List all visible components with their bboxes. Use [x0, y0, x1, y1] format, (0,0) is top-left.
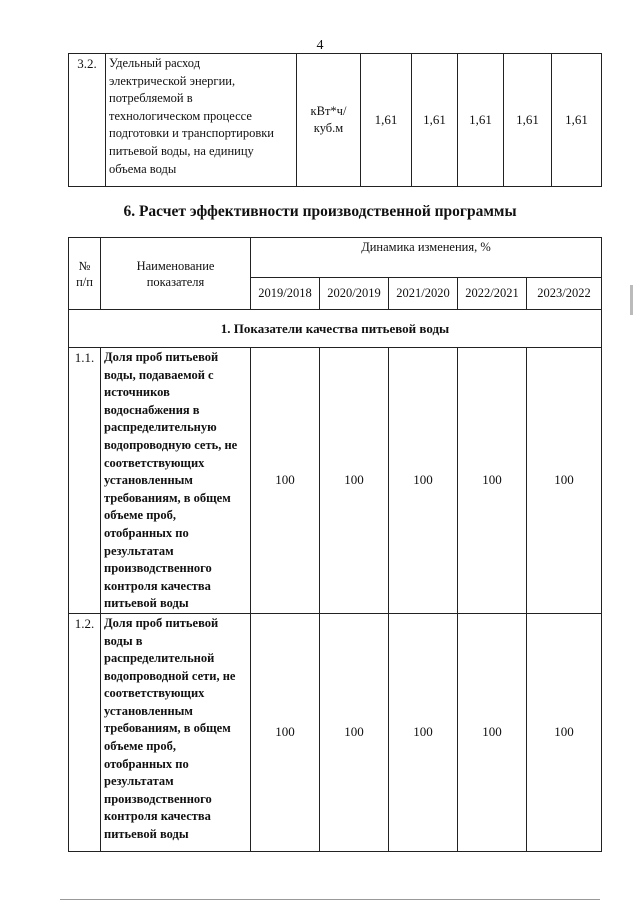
- indicator-name-line: воды в: [104, 633, 143, 648]
- year-header: 2022/2021: [458, 278, 527, 310]
- unit-line: кВт*ч/: [310, 104, 347, 118]
- indicator-name-line: требованиям, в общем: [104, 490, 231, 505]
- indicator-name-line: объеме проб,: [104, 739, 176, 754]
- row-number: 1.2.: [69, 613, 101, 851]
- header-name-line: показателя: [146, 274, 205, 289]
- indicator-name-line: требованиям, в общем: [104, 721, 231, 736]
- header-indicator-name: [101, 238, 251, 310]
- indicator-name-line: электрической энергии,: [109, 73, 236, 88]
- value-cell: 100: [527, 613, 602, 851]
- indicator-name-line: воды, подаваемой с: [104, 367, 214, 382]
- indicator-name-line: отобранных по: [104, 525, 189, 540]
- indicator-name-line: подготовки и транспортировки: [109, 126, 274, 141]
- indicator-name: [101, 613, 251, 851]
- indicator-name-line: объеме проб,: [104, 508, 176, 523]
- header-number-line: №: [78, 258, 91, 273]
- subsection-row: [69, 310, 602, 348]
- indicator-name-line: результатам: [104, 774, 174, 789]
- indicator-name-line: соответствующих: [104, 455, 205, 470]
- indicator-name-line: технологическом процессе: [109, 108, 252, 123]
- value-cell: 100: [389, 348, 458, 614]
- indicator-name-line: водопроводной сети, не: [104, 668, 236, 683]
- indicator-name-line: контроля качества: [104, 809, 211, 824]
- value-cell: 100: [251, 613, 320, 851]
- value-cell: 100: [458, 613, 527, 851]
- header-number: [69, 238, 101, 310]
- row-number: 1.1.: [69, 348, 101, 614]
- indicator-name-line: водопроводную сеть, не: [104, 437, 238, 452]
- indicator-name: [106, 54, 297, 187]
- header-name-line: Наименование: [136, 258, 215, 273]
- indicator-name-line: Удельный расход: [109, 56, 201, 70]
- year-header: 2019/2018: [251, 278, 320, 310]
- value-cell: 100: [389, 613, 458, 851]
- value-cell: 100: [320, 613, 389, 851]
- year-header: 2023/2022: [527, 278, 602, 310]
- efficiency-table: [68, 237, 602, 852]
- indicator-name-line: результатам: [104, 543, 174, 558]
- subsection-title: 1. Показатели качества питьевой воды: [69, 310, 602, 348]
- unit-line: куб.м: [313, 121, 344, 135]
- row-number: 3.2.: [69, 54, 106, 187]
- value-cell: 1,61: [361, 54, 412, 187]
- section-title: 6. Расчет эффективности производственной программы: [123, 203, 517, 220]
- page-number: 4: [316, 38, 324, 53]
- indicator-name-line: установленным: [104, 473, 193, 488]
- indicator-name-line: водоснабжения в: [104, 402, 200, 417]
- indicator-name-line: соответствующих: [104, 686, 205, 701]
- indicator-name: [101, 348, 251, 614]
- electricity-consumption-table: [68, 53, 602, 187]
- indicator-name-line: Доля проб питьевой: [104, 350, 219, 364]
- indicator-name-line: Доля проб питьевой: [104, 615, 219, 630]
- indicator-name-line: питьевой воды, на единицу: [109, 143, 254, 158]
- value-cell: 100: [251, 348, 320, 614]
- value-cell: 100: [458, 348, 527, 614]
- indicator-name-line: источников: [104, 385, 170, 400]
- year-header: 2020/2019: [320, 278, 389, 310]
- indicator-name-line: распределительной: [104, 651, 215, 666]
- indicator-name-line: объема воды: [109, 161, 177, 176]
- header-dynamics: Динамика изменения, %: [251, 238, 602, 278]
- value-cell: 100: [320, 348, 389, 614]
- indicator-name-line: питьевой воды: [104, 596, 189, 611]
- header-number-line: п/п: [76, 274, 93, 289]
- value-cell: 100: [527, 348, 602, 614]
- indicator-name-line: потребляемой в: [109, 91, 193, 106]
- value-cell: 1,61: [504, 54, 552, 187]
- value-cell: 1,61: [552, 54, 602, 187]
- table-row: [69, 348, 602, 614]
- indicator-name-line: производственного: [104, 791, 212, 806]
- indicator-name-line: производственного: [104, 561, 212, 576]
- year-header: 2021/2020: [389, 278, 458, 310]
- header-row: [69, 238, 602, 278]
- table-row: [69, 54, 602, 187]
- indicator-name-line: питьевой воды: [104, 827, 189, 842]
- page-bottom-edge: [60, 899, 600, 900]
- unit-cell: [297, 54, 361, 187]
- indicator-name-line: установленным: [104, 703, 193, 718]
- indicator-name-line: отобранных по: [104, 756, 189, 771]
- indicator-name-line: распределительную: [104, 420, 217, 435]
- indicator-name-line: контроля качества: [104, 578, 211, 593]
- scan-edge-mark: [630, 285, 633, 315]
- table-row: [69, 613, 602, 851]
- value-cell: 1,61: [458, 54, 504, 187]
- value-cell: 1,61: [412, 54, 458, 187]
